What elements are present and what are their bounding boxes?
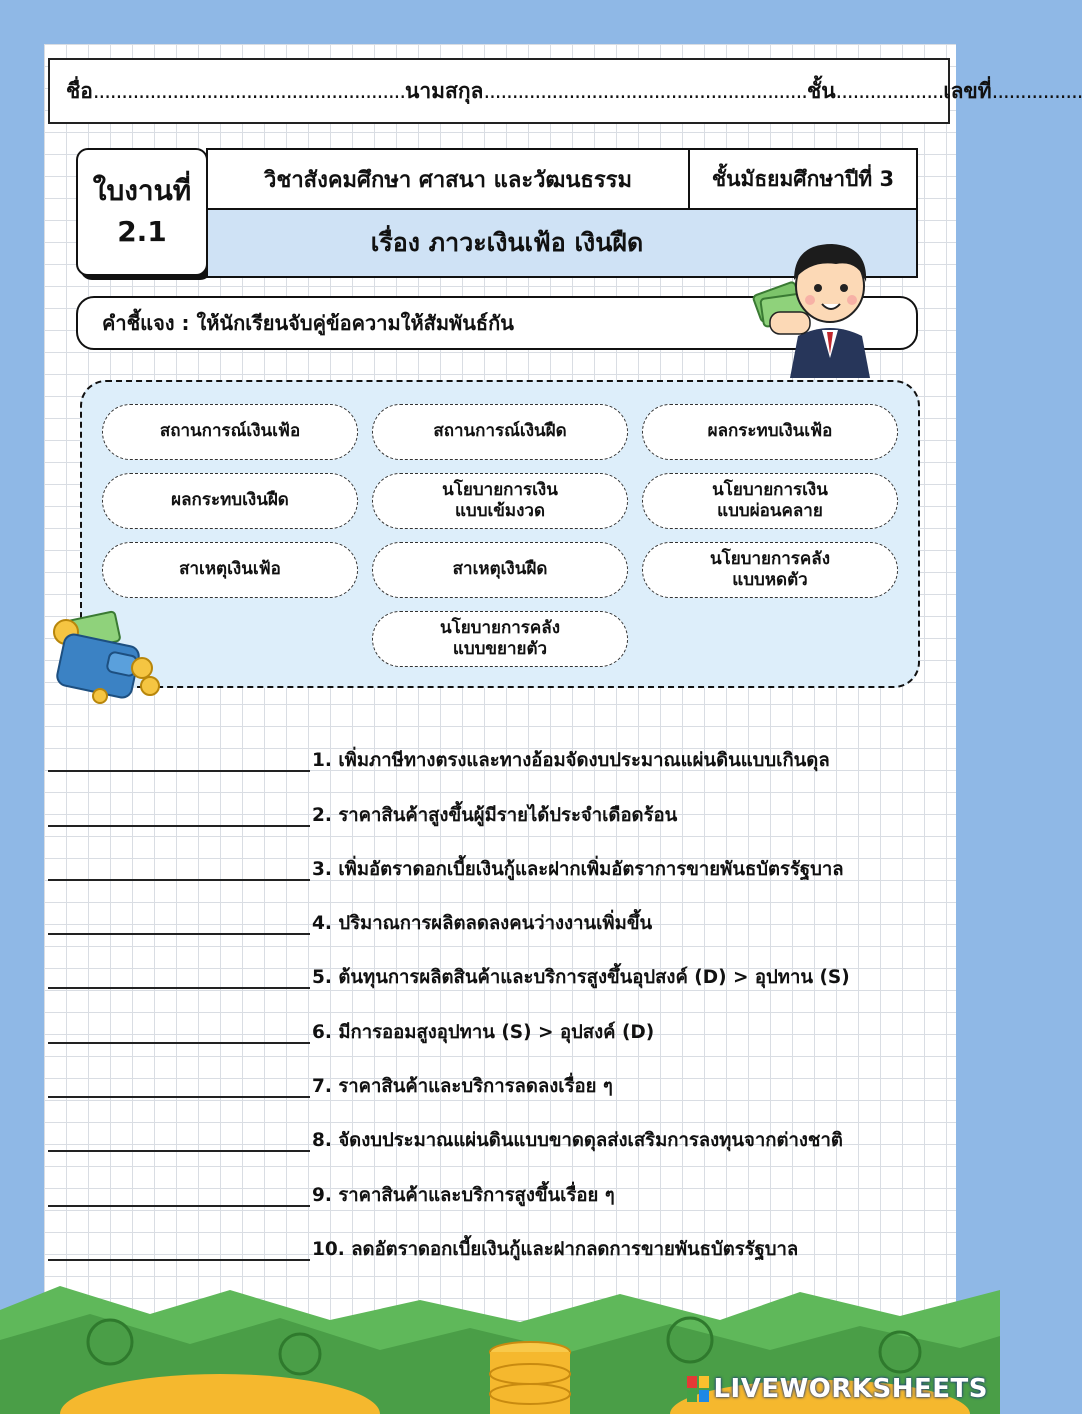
matching-items [48, 718, 948, 1261]
word-bank-chip[interactable]: ผลกระทบเงินฝืด [102, 473, 358, 529]
word-bank-chip[interactable]: นโยบายการเงิน แบบเข้มงวด [372, 473, 628, 529]
grade-level: ชั้นมัธยมศึกษาปีที่ 3 [688, 150, 916, 208]
list-item [48, 1044, 948, 1098]
word-bank [80, 380, 920, 688]
item-text: 9. ราคาสินค้าและบริการสูงขึ้นเรื่อย ๆ [312, 1184, 615, 1206]
list-item [48, 989, 948, 1043]
liveworksheets-logo-icon [687, 1376, 709, 1402]
name-field[interactable]: ....................................................... [92, 79, 406, 103]
student-info-bar [48, 58, 1082, 124]
answer-blank[interactable] [48, 911, 310, 935]
answer-blank[interactable] [48, 1074, 310, 1098]
list-item [48, 772, 948, 826]
word-bank-chip[interactable]: สถานการณ์เงินเฟ้อ [102, 404, 358, 460]
name-label: ชื่อ [66, 78, 93, 103]
class-label: ชั้น [806, 78, 836, 103]
brand-text: LIVEWORKSHEETS [713, 1374, 988, 1404]
word-bank-chip[interactable]: ผลกระทบเงินเฟ้อ [642, 404, 898, 460]
answer-blank[interactable] [48, 857, 310, 881]
item-text: 2. ราคาสินค้าสูงขึ้นผู้มีรายได้ประจำเดือดร้อน [312, 804, 678, 826]
class-field[interactable]: ................... [835, 79, 944, 103]
number-field[interactable]: ................ [991, 79, 1082, 103]
list-item [48, 1207, 948, 1261]
instruction-text: คำชี้แจง : ให้นักเรียนจับคู่ข้อความให้สัมพันธ์กัน [102, 311, 514, 335]
subject-row [206, 148, 918, 210]
wallet-icon [50, 610, 160, 704]
list-item [48, 1152, 948, 1206]
subject-title: วิชาสังคมศึกษา ศาสนา และวัฒนธรรม [264, 167, 632, 193]
topic-title: เรื่อง ภาวะเงินเฟ้อ เงินฝืด [206, 210, 918, 278]
answer-blank[interactable] [48, 1183, 310, 1207]
item-text: 6. มีการออมสูงอุปทาน (S) > อุปสงค์ (D) [312, 1021, 655, 1043]
word-bank-chip[interactable]: นโยบายการคลัง แบบหดตัว [642, 542, 898, 598]
businessman-mascot-icon [750, 208, 900, 378]
item-text: 1. เพิ่มภาษีทางตรงและทางอ้อมจัดงบประมาณแผ่นดินแบบเกินดุล [312, 750, 830, 772]
answer-blank[interactable] [48, 1128, 310, 1152]
worksheet-label: ใบงานที่ [92, 174, 192, 208]
word-bank-chip[interactable]: สาเหตุเงินเฟ้อ [102, 542, 358, 598]
item-text: 7. ราคาสินค้าและบริการลดลงเรื่อย ๆ [312, 1076, 613, 1098]
answer-blank[interactable] [48, 748, 310, 772]
item-text: 3. เพิ่มอัตราดอกเบี้ยเงินกู้และฝากเพิ่มอัตราการขายพันธบัตรรัฐบาล [312, 858, 844, 880]
list-item [48, 1098, 948, 1152]
word-bank-chip[interactable]: สาเหตุเงินฝืด [372, 542, 628, 598]
surname-label: นามสกุล [405, 78, 484, 103]
word-bank-chip[interactable]: นโยบายการเงิน แบบผ่อนคลาย [642, 473, 898, 529]
item-text: 4. ปริมาณการผลิตลดลงคนว่างงานเพิ่มขึ้น [312, 913, 653, 935]
word-bank-chip[interactable]: นโยบายการคลัง แบบขยายตัว [372, 611, 628, 667]
answer-blank[interactable] [48, 965, 310, 989]
surname-field[interactable]: ......................................................... [483, 79, 807, 103]
liveworksheets-logo [687, 1374, 988, 1404]
answer-blank[interactable] [48, 803, 310, 827]
item-text: 5. ต้นทุนการผลิตสินค้าและบริการสูงขึ้นอุปสงค์ (D) > อุปทาน (S) [312, 967, 850, 989]
list-item [48, 881, 948, 935]
worksheet-number: 2.1 [117, 215, 167, 248]
number-label: เลขที่ [943, 78, 992, 103]
worksheet-number-box [76, 148, 208, 276]
word-bank-chip[interactable]: สถานการณ์เงินฝืด [372, 404, 628, 460]
list-item [48, 718, 948, 772]
list-item [48, 935, 948, 989]
answer-blank[interactable] [48, 1020, 310, 1044]
item-text: 8. จัดงบประมาณแผ่นดินแบบขาดดุลส่งเสริมการลงทุนจากต่างชาติ [312, 1130, 843, 1152]
item-text: 10. ลดอัตราดอกเบี้ยเงินกู้และฝากลดการขายพันธบัตรรัฐบาล [312, 1238, 799, 1260]
answer-blank[interactable] [48, 1237, 310, 1261]
list-item [48, 827, 948, 881]
